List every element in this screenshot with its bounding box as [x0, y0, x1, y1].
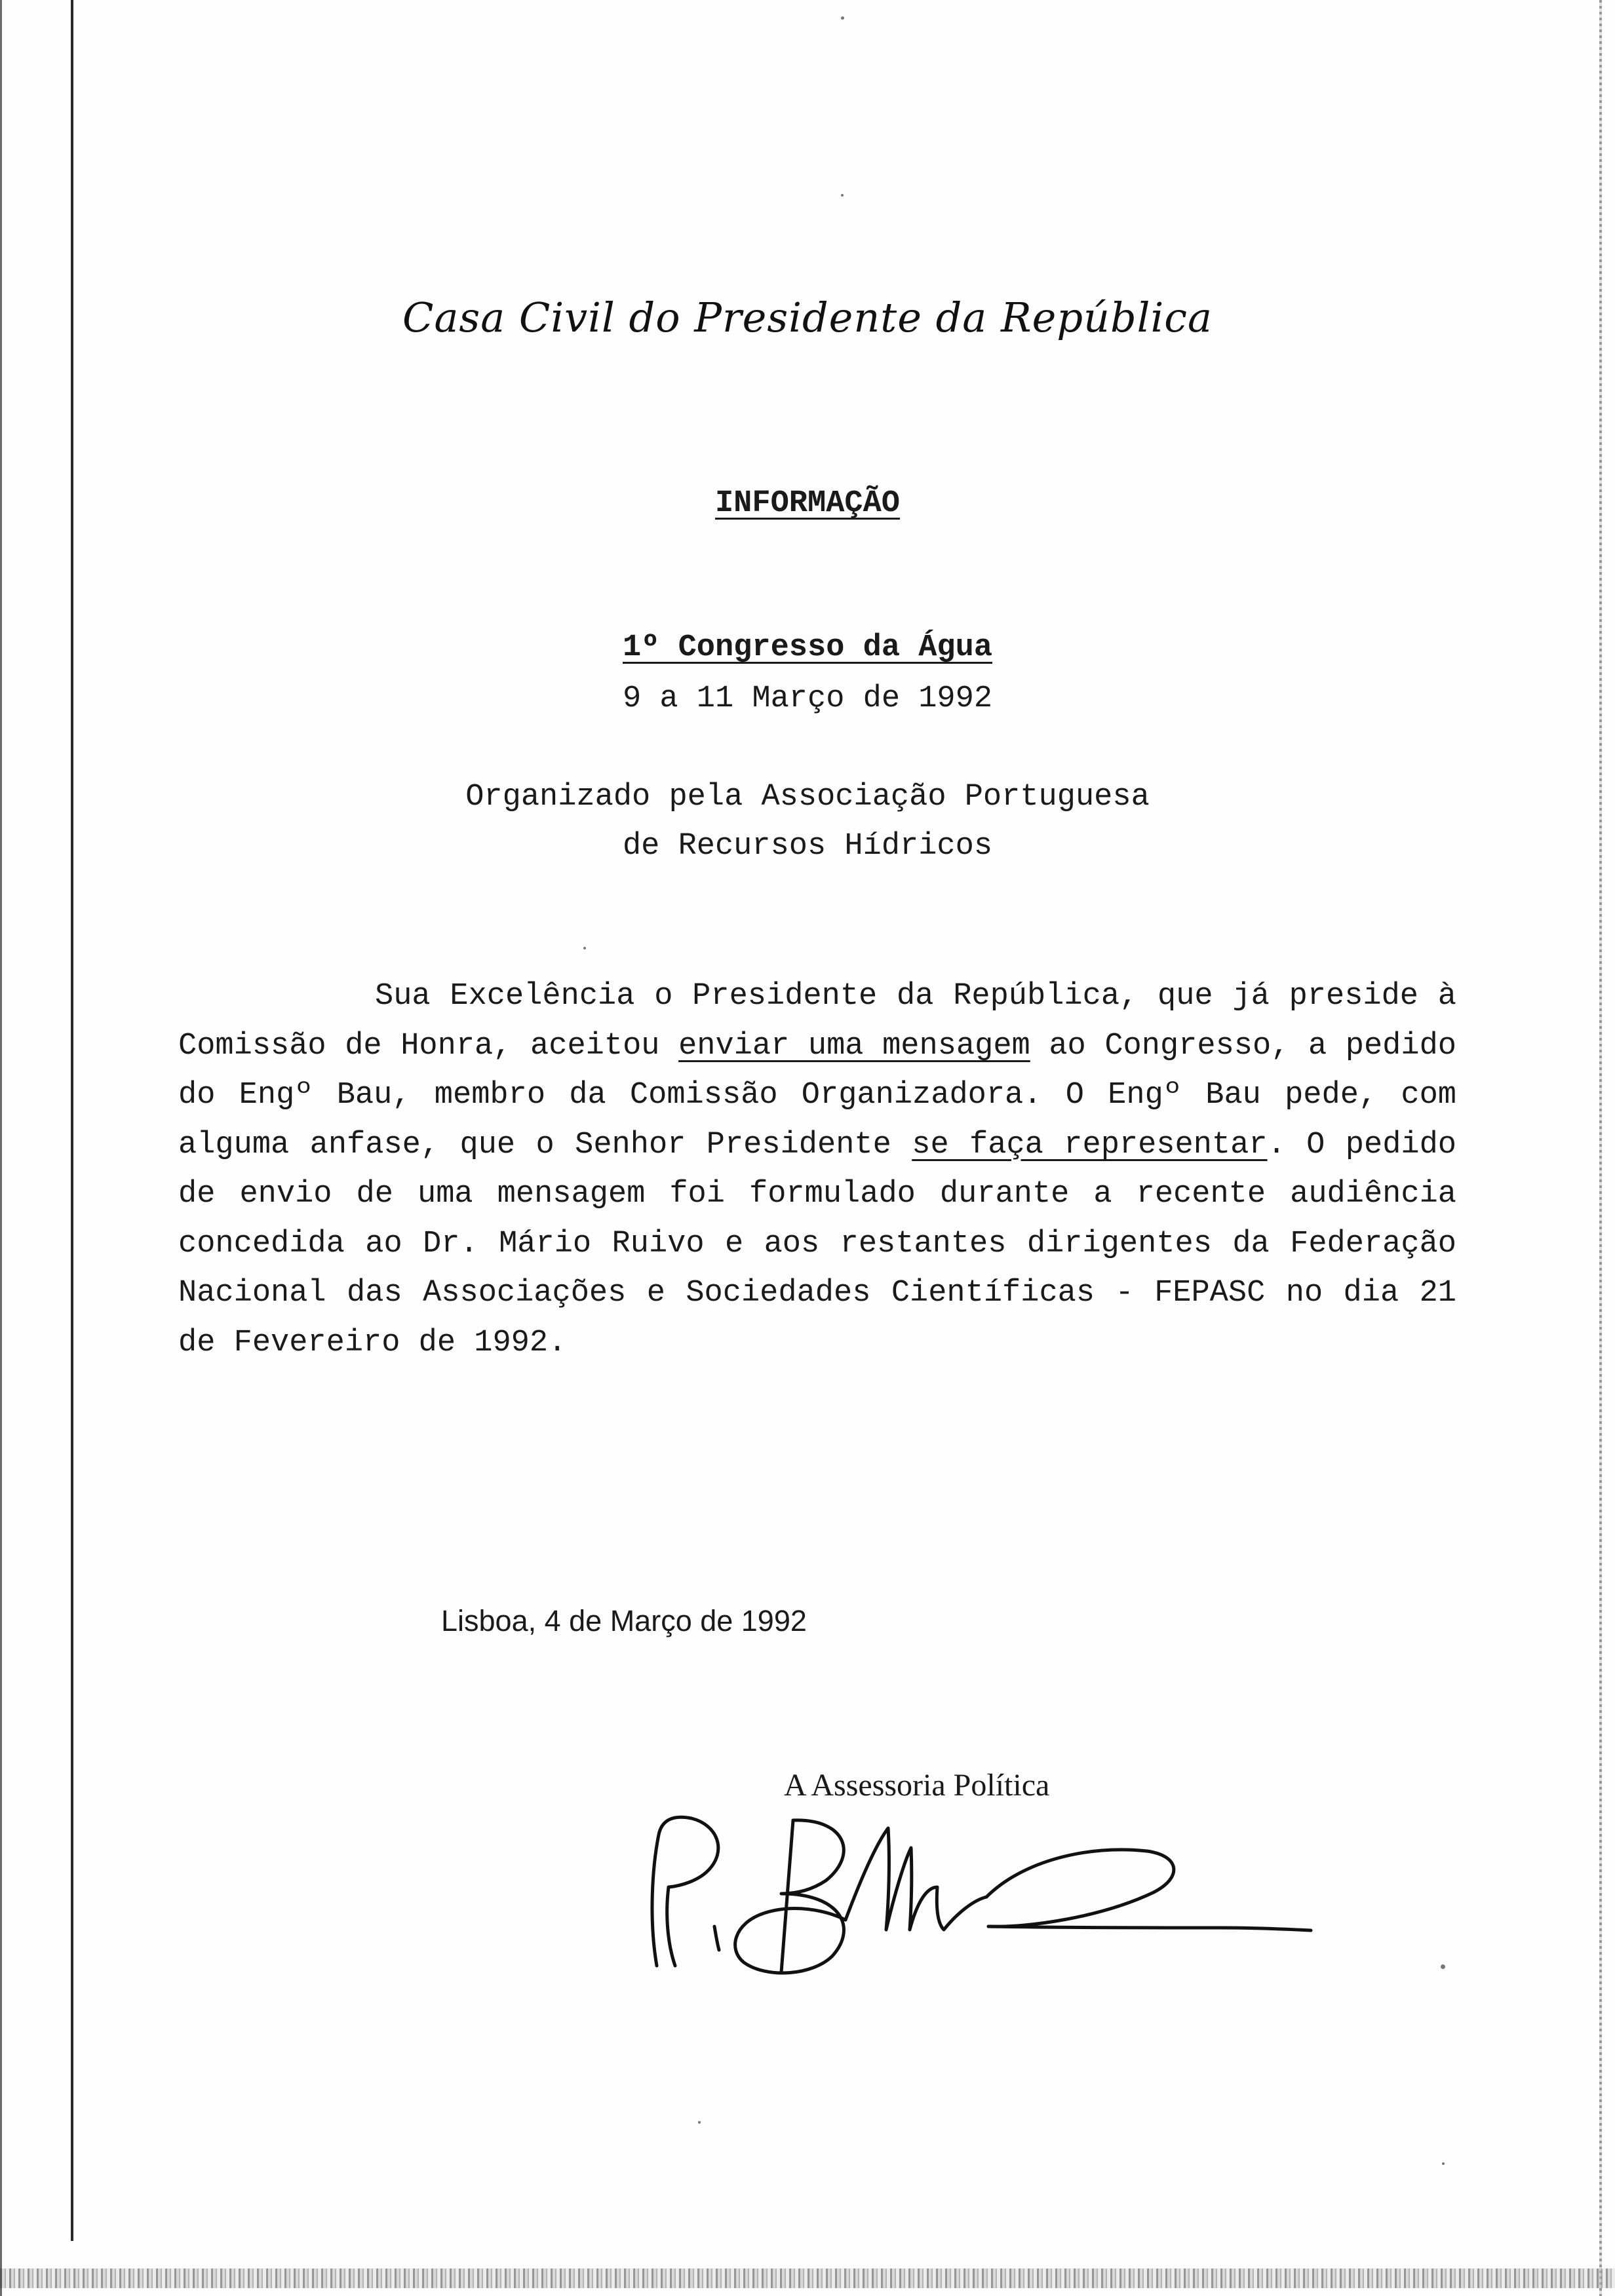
scan-speck: [841, 16, 844, 20]
signoff: A Assessoria Política: [784, 1768, 1050, 1803]
scan-edge-right: [1599, 0, 1602, 2296]
scan-edge-left: [0, 0, 2, 2296]
conference-name: [0, 630, 1615, 665]
document-title: [0, 486, 1615, 521]
conference-name-text: 1º Congresso da Água: [622, 630, 993, 665]
document-title-text: INFORMAÇÃO: [714, 486, 901, 521]
organizer-line-1: Organizado pela Associação Portuguesa: [465, 780, 1150, 814]
scan-speck: [1441, 1964, 1445, 1969]
conference-dates: 9 a 11 Março de 1992: [622, 681, 993, 716]
body-part-3: . O pedido de envio de uma mensagem foi formulado durante a recente audiência concedida ao Dr. Mário Ruivo e aos restantes dirigentes da Federação Nacional das Associações e Sociedades Científicas - FEPASC no dia 21 de Fevereiro de 1992.: [178, 1127, 1457, 1360]
body-part-2: ao Congresso, a pedido do Engº Bau, membro da Comissão Organizadora. O Engº Bau pede, com alguma anfase, que o Senhor Presidente: [178, 1028, 1456, 1162]
scan-speck: [1442, 2162, 1445, 2165]
body-paragraph: [178, 972, 1456, 1368]
underlined-phrase-send-message: enviar uma mensagem: [678, 1028, 1030, 1063]
scan-speck: [583, 947, 586, 949]
underlined-phrase-be-represented: se faça representar: [912, 1127, 1268, 1162]
body-part-1: Sua Excelência o Presidente da República, que já preside à Comissão de Honra, aceitou: [178, 979, 1456, 1063]
dateline: Lisboa, 4 de Março de 1992: [441, 1604, 807, 1637]
scan-edge-bottom: [0, 2268, 1615, 2288]
letterhead: Casa Civil do Presidente da República: [402, 294, 1213, 341]
scan-speck: [841, 194, 844, 197]
scan-speck: [698, 2121, 701, 2124]
organizer-line-2: de Recursos Hídricos: [622, 829, 993, 864]
handwritten-signature: [629, 1789, 1455, 1985]
